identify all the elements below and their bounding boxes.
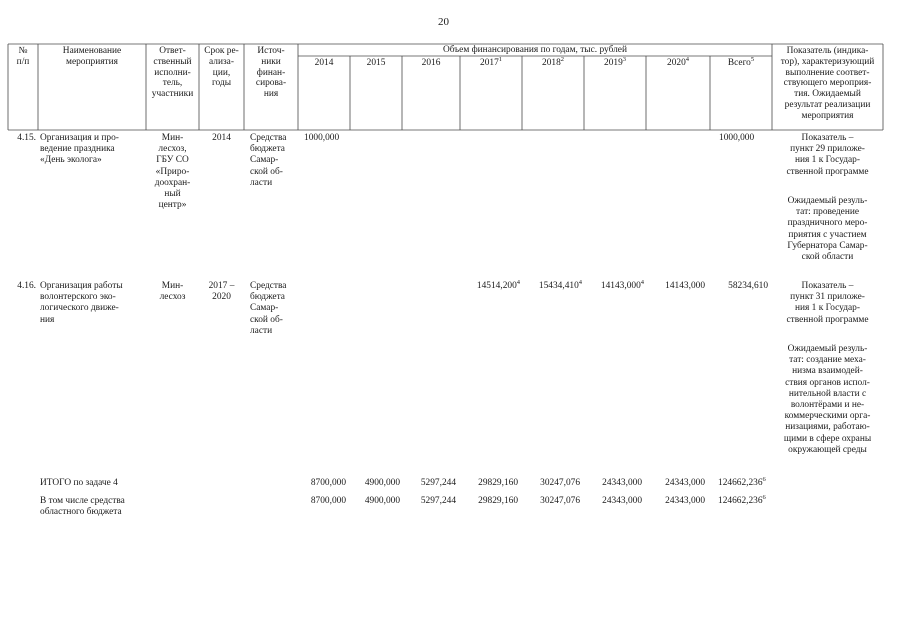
header-term: Срок ре- ализа- ции, годы <box>204 46 239 89</box>
total-regional-2017: 29829,160 <box>478 496 518 506</box>
row-4-15-num: 4.15. <box>17 133 36 143</box>
total-task4-2016: 5297,244 <box>420 478 456 488</box>
total-task4-2019: 24343,000 <box>602 478 642 488</box>
total-regional-2020: 24343,000 <box>665 496 705 506</box>
total-task4-label: ИТОГО по задаче 4 <box>40 478 118 488</box>
header-year-total: Всего$^5$ <box>727 55 755 68</box>
total-regional-all: 124662,236$^6$ <box>718 493 766 506</box>
row-4-16-responsible: Мин- лесхоз <box>159 281 186 303</box>
row-4-16-indicator: Показатель – пункт 31 приложе- ния 1 к Государ- ственной программе <box>786 281 869 325</box>
header-source: Источ- ники финан- сирова- ния <box>255 46 287 100</box>
header-year-2014: 2014 <box>314 58 334 68</box>
total-regional-label: В том числе средства областного бюджета <box>40 496 125 518</box>
total-regional-2019: 24343,000 <box>602 496 642 506</box>
row-4-15-result: Ожидаемый резуль- тат: проведение праздничного меро- приятия с участием Губернатора Самар- ской области <box>787 196 868 263</box>
row-4-15-value-total: 1000,000 <box>719 133 755 143</box>
header-name: Наименование мероприятия <box>62 46 122 67</box>
header-year-2020: 2020$^4$ <box>667 55 689 68</box>
page-number: 20 <box>438 16 449 28</box>
total-regional-2018: 30247,076 <box>540 496 580 506</box>
row-4-16-term: 2017 – 2020 <box>208 281 235 303</box>
total-task4-2014: 8700,000 <box>310 478 346 488</box>
row-4-16-value-2020: 14143,000 <box>665 281 705 291</box>
row-4-16-source: Средства бюджета Самар- ской об- ласти <box>250 281 287 336</box>
header-indicator: Показатель (индика- тор), характеризующий выполнение соответ- ствующего мероприя- тия. Ожидаемый результат реализации мероприятия <box>780 46 875 121</box>
row-4-16-value-total: 58234,610 <box>728 281 768 291</box>
total-task4-all: 124662,236$^6$ <box>718 475 766 488</box>
row-4-15-responsible: Мин- лесхоз, ГБУ СО «Приро- доохран- ный центр» <box>154 133 191 211</box>
row-4-15-term: 2014 <box>212 133 231 143</box>
total-regional-2016: 5297,244 <box>420 496 456 506</box>
header-year-2015: 2015 <box>366 58 386 68</box>
row-4-15-indicator: Показатель – пункт 29 приложе- ния 1 к Государ- ственной программе <box>786 133 869 177</box>
total-task4-2018: 30247,076 <box>540 478 580 488</box>
total-task4-2017: 29829,160 <box>478 478 518 488</box>
row-4-15-name: Организация и про- ведение праздника «День эколога» <box>40 133 119 166</box>
row-4-15-source: Средства бюджета Самар- ской об- ласти <box>250 133 287 188</box>
row-4-16-result: Ожидаемый резуль- тат: создание меха- низма взаимодей- ствия органов испол- нительной власти с волонтёрами и не- коммерческими орга- низациями, работаю- щими в сфере охраны окружающей среды <box>783 344 872 455</box>
header-year-2018: 2018$^2$ <box>542 55 564 68</box>
header-year-2019: 2019$^3$ <box>604 55 626 68</box>
header-year-2017: 2017$^1$ <box>480 55 502 68</box>
row-4-15-value-2014: 1000,000 <box>304 133 340 143</box>
row-4-16-value-2017: 14514,200$^4$ <box>476 278 520 291</box>
total-task4-2020: 24343,000 <box>665 478 705 488</box>
header-num: № п/п <box>16 46 30 67</box>
row-4-16-num: 4.16. <box>17 281 36 291</box>
header-year-2016: 2016 <box>421 58 441 68</box>
total-regional-2015: 4900,000 <box>364 496 400 506</box>
header-responsible: Ответ- ственный исполни- тель, участники <box>151 46 194 100</box>
header-financing-title: Объем финансирования по годам, тыс. рублей <box>443 45 627 55</box>
row-4-16-name: Организация работы волонтерского эко- логического движе- ния <box>40 281 123 325</box>
total-regional-2014: 8700,000 <box>310 496 346 506</box>
total-task4-2015: 4900,000 <box>364 478 400 488</box>
row-4-16-value-2019: 14143,000$^4$ <box>600 278 644 291</box>
row-4-16-value-2018: 15434,410$^4$ <box>538 278 582 291</box>
